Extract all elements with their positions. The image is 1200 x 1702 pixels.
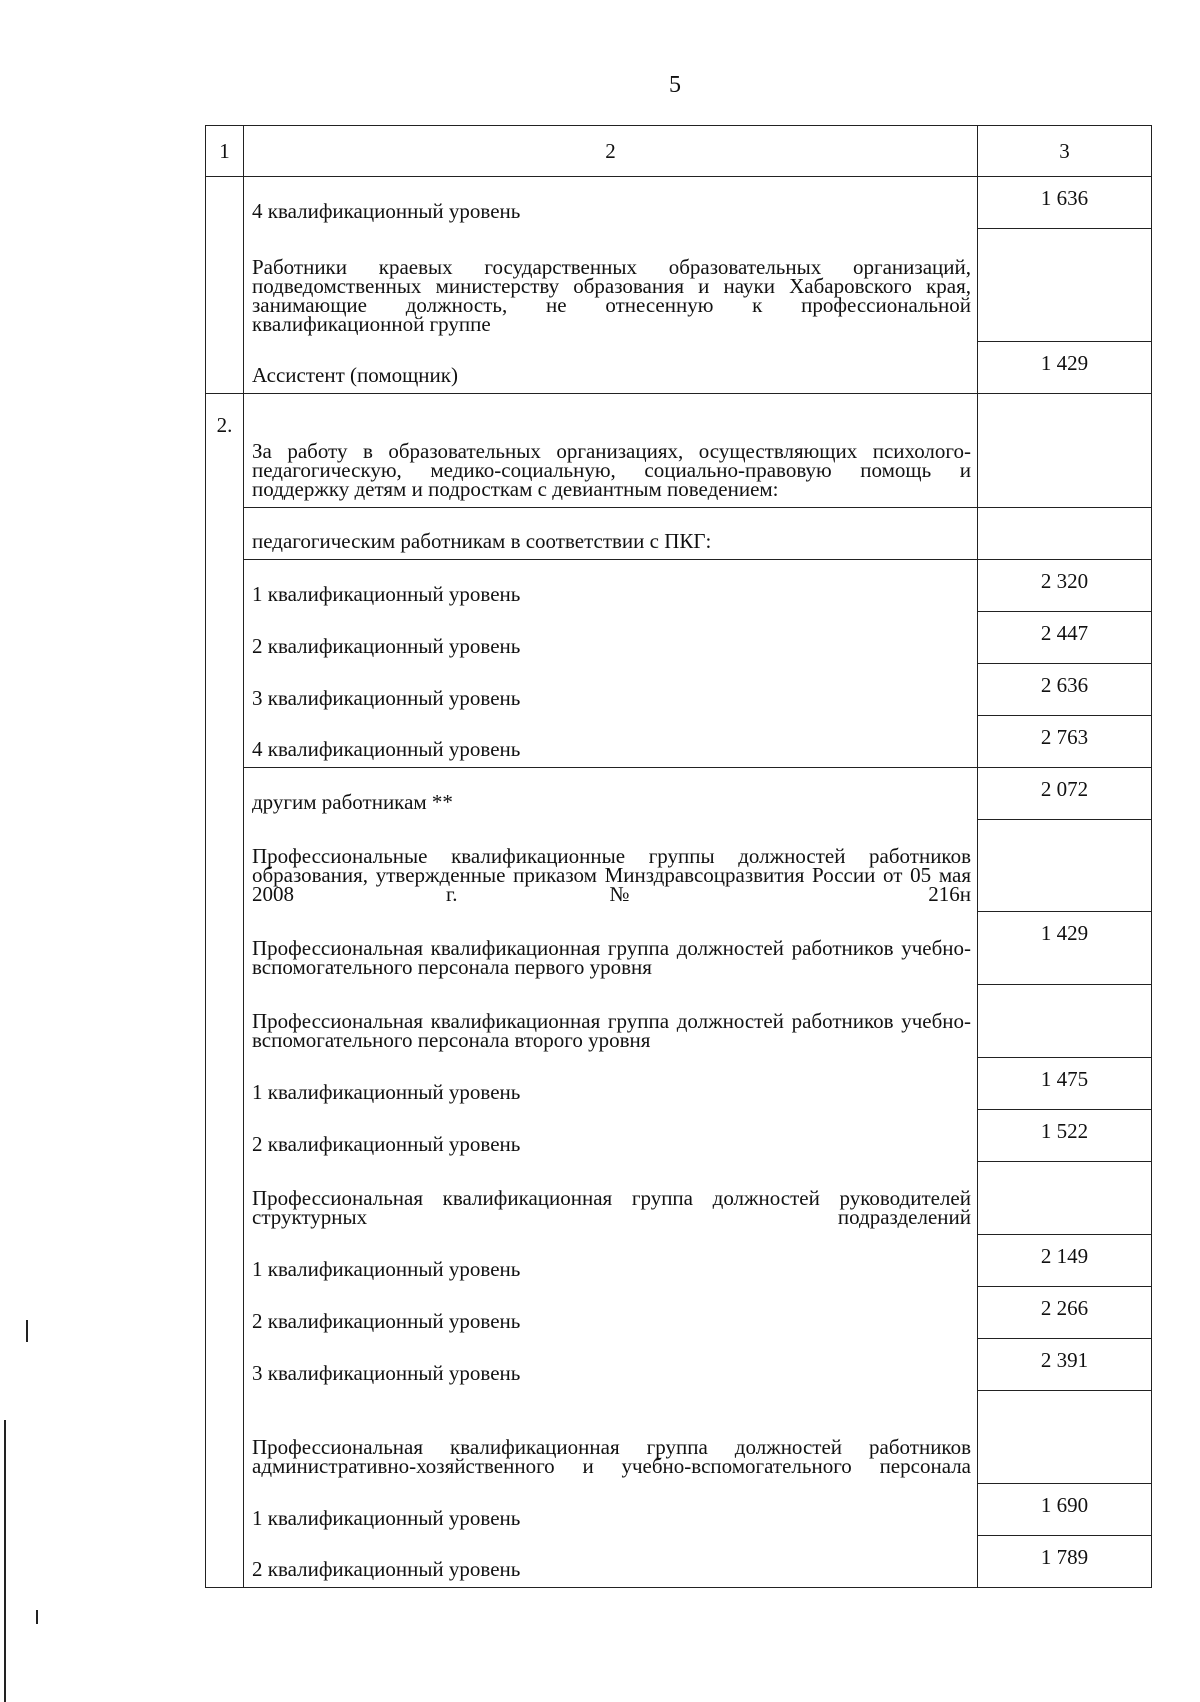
row-number <box>206 1339 244 1391</box>
table-row <box>206 342 1152 394</box>
table-row <box>206 1536 1152 1588</box>
scan-mark <box>4 1420 6 1702</box>
table-row <box>206 985 1152 1058</box>
row-text: Профессиональная квалификационная группа должностей работников учебно-вспомогательного персонала первого уровня <box>244 912 978 985</box>
row-value: 1 690 <box>978 1484 1152 1536</box>
row-text: 4 квалификационный уровень <box>244 177 978 229</box>
table-row <box>206 612 1152 664</box>
row-text: Ассистент (помощник) <box>244 342 978 394</box>
row-number <box>206 664 244 716</box>
row-text: 1 квалификационный уровень <box>244 1235 978 1287</box>
row-text: 1 квалификационный уровень <box>244 560 978 612</box>
table-row <box>206 1287 1152 1339</box>
scan-mark <box>26 1320 28 1342</box>
row-value: 1 475 <box>978 1058 1152 1110</box>
row-number <box>206 612 244 664</box>
row-number <box>206 985 244 1058</box>
row-value: 2 391 <box>978 1339 1152 1391</box>
table-row <box>206 1235 1152 1287</box>
row-number <box>206 716 244 768</box>
table-row <box>206 912 1152 985</box>
salary-table <box>205 125 1152 1588</box>
row-text: За работу в образовательных организациях, осуществляющих психолого-педагогическую, медико-социальную, социально-правовую помощь и поддержку детям и подросткам с девиантным поведением: <box>244 394 978 508</box>
row-text: 3 квалификационный уровень <box>244 664 978 716</box>
row-text: Профессиональная квалификационная группа должностей работников административно-хозяйственного и учебно-вспомогательного персонала <box>244 1391 978 1484</box>
row-value: 2 266 <box>978 1287 1152 1339</box>
row-number <box>206 1391 244 1484</box>
table-row <box>206 1162 1152 1235</box>
table-row <box>206 768 1152 820</box>
row-value: 1 522 <box>978 1110 1152 1162</box>
row-text: 2 квалификационный уровень <box>244 1287 978 1339</box>
row-text: 2 квалификационный уровень <box>244 1110 978 1162</box>
row-value: 2 072 <box>978 768 1152 820</box>
row-value: 2 320 <box>978 560 1152 612</box>
row-value: 2 149 <box>978 1235 1152 1287</box>
row-text: 3 квалификационный уровень <box>244 1339 978 1391</box>
row-number <box>206 177 244 229</box>
header-col-2: 2 <box>244 126 978 177</box>
row-text: 4 квалификационный уровень <box>244 716 978 768</box>
header-col-1: 1 <box>206 126 244 177</box>
table-row <box>206 1110 1152 1162</box>
page-number: 5 <box>669 72 681 98</box>
table-row <box>206 229 1152 342</box>
row-value: 1 429 <box>978 912 1152 985</box>
row-number <box>206 1484 244 1536</box>
row-number <box>206 1235 244 1287</box>
row-text: 2 квалификационный уровень <box>244 1536 978 1588</box>
row-number <box>206 1536 244 1588</box>
header-col-3: 3 <box>978 126 1152 177</box>
table-row <box>206 1339 1152 1391</box>
table-header-row <box>206 126 1152 177</box>
row-number: 2. <box>206 394 244 508</box>
row-text: 1 квалификационный уровень <box>244 1058 978 1110</box>
row-text: Работники краевых государственных образовательных организаций, подведомственных министерству образования и науки Хабаровского края, занимающие должность, не отнесенную к профессиональной квалификационной группе <box>244 229 978 342</box>
row-number <box>206 1287 244 1339</box>
row-text: Профессиональная квалификационная группа должностей руководителей структурных подразделений <box>244 1162 978 1235</box>
row-value: 1 429 <box>978 342 1152 394</box>
row-value <box>978 1162 1152 1235</box>
row-text: Профессиональные квалификационные группы должностей работников образования, утвержденные приказом Минздравсоцразвития России от 05 мая 2008 г. № 216н <box>244 820 978 912</box>
table-row <box>206 560 1152 612</box>
row-number <box>206 229 244 342</box>
row-number <box>206 342 244 394</box>
table-row <box>206 664 1152 716</box>
row-value: 1 789 <box>978 1536 1152 1588</box>
table-row <box>206 820 1152 912</box>
row-number <box>206 560 244 612</box>
table-row <box>206 394 1152 508</box>
row-number <box>206 508 244 560</box>
row-value: 2 636 <box>978 664 1152 716</box>
row-text: 2 квалификационный уровень <box>244 612 978 664</box>
row-value <box>978 229 1152 342</box>
row-value: 2 763 <box>978 716 1152 768</box>
scan-mark <box>36 1610 38 1624</box>
row-number <box>206 1058 244 1110</box>
table-row <box>206 508 1152 560</box>
table-row <box>206 716 1152 768</box>
row-value: 2 447 <box>978 612 1152 664</box>
row-number <box>206 768 244 820</box>
row-text: другим работникам ** <box>244 768 978 820</box>
row-number <box>206 1110 244 1162</box>
row-number <box>206 1162 244 1235</box>
row-number <box>206 820 244 912</box>
table-row <box>206 1058 1152 1110</box>
row-number <box>206 912 244 985</box>
row-text: 1 квалификационный уровень <box>244 1484 978 1536</box>
row-text: педагогическим работникам в соответствии с ПКГ: <box>244 508 978 560</box>
row-text: Профессиональная квалификационная группа должностей работников учебно-вспомогательного персонала второго уровня <box>244 985 978 1058</box>
row-value <box>978 508 1152 560</box>
row-value <box>978 985 1152 1058</box>
row-value: 1 636 <box>978 177 1152 229</box>
row-value <box>978 1391 1152 1484</box>
table-row <box>206 1391 1152 1484</box>
row-value <box>978 820 1152 912</box>
table-row <box>206 177 1152 229</box>
table-row <box>206 1484 1152 1536</box>
row-value <box>978 394 1152 508</box>
